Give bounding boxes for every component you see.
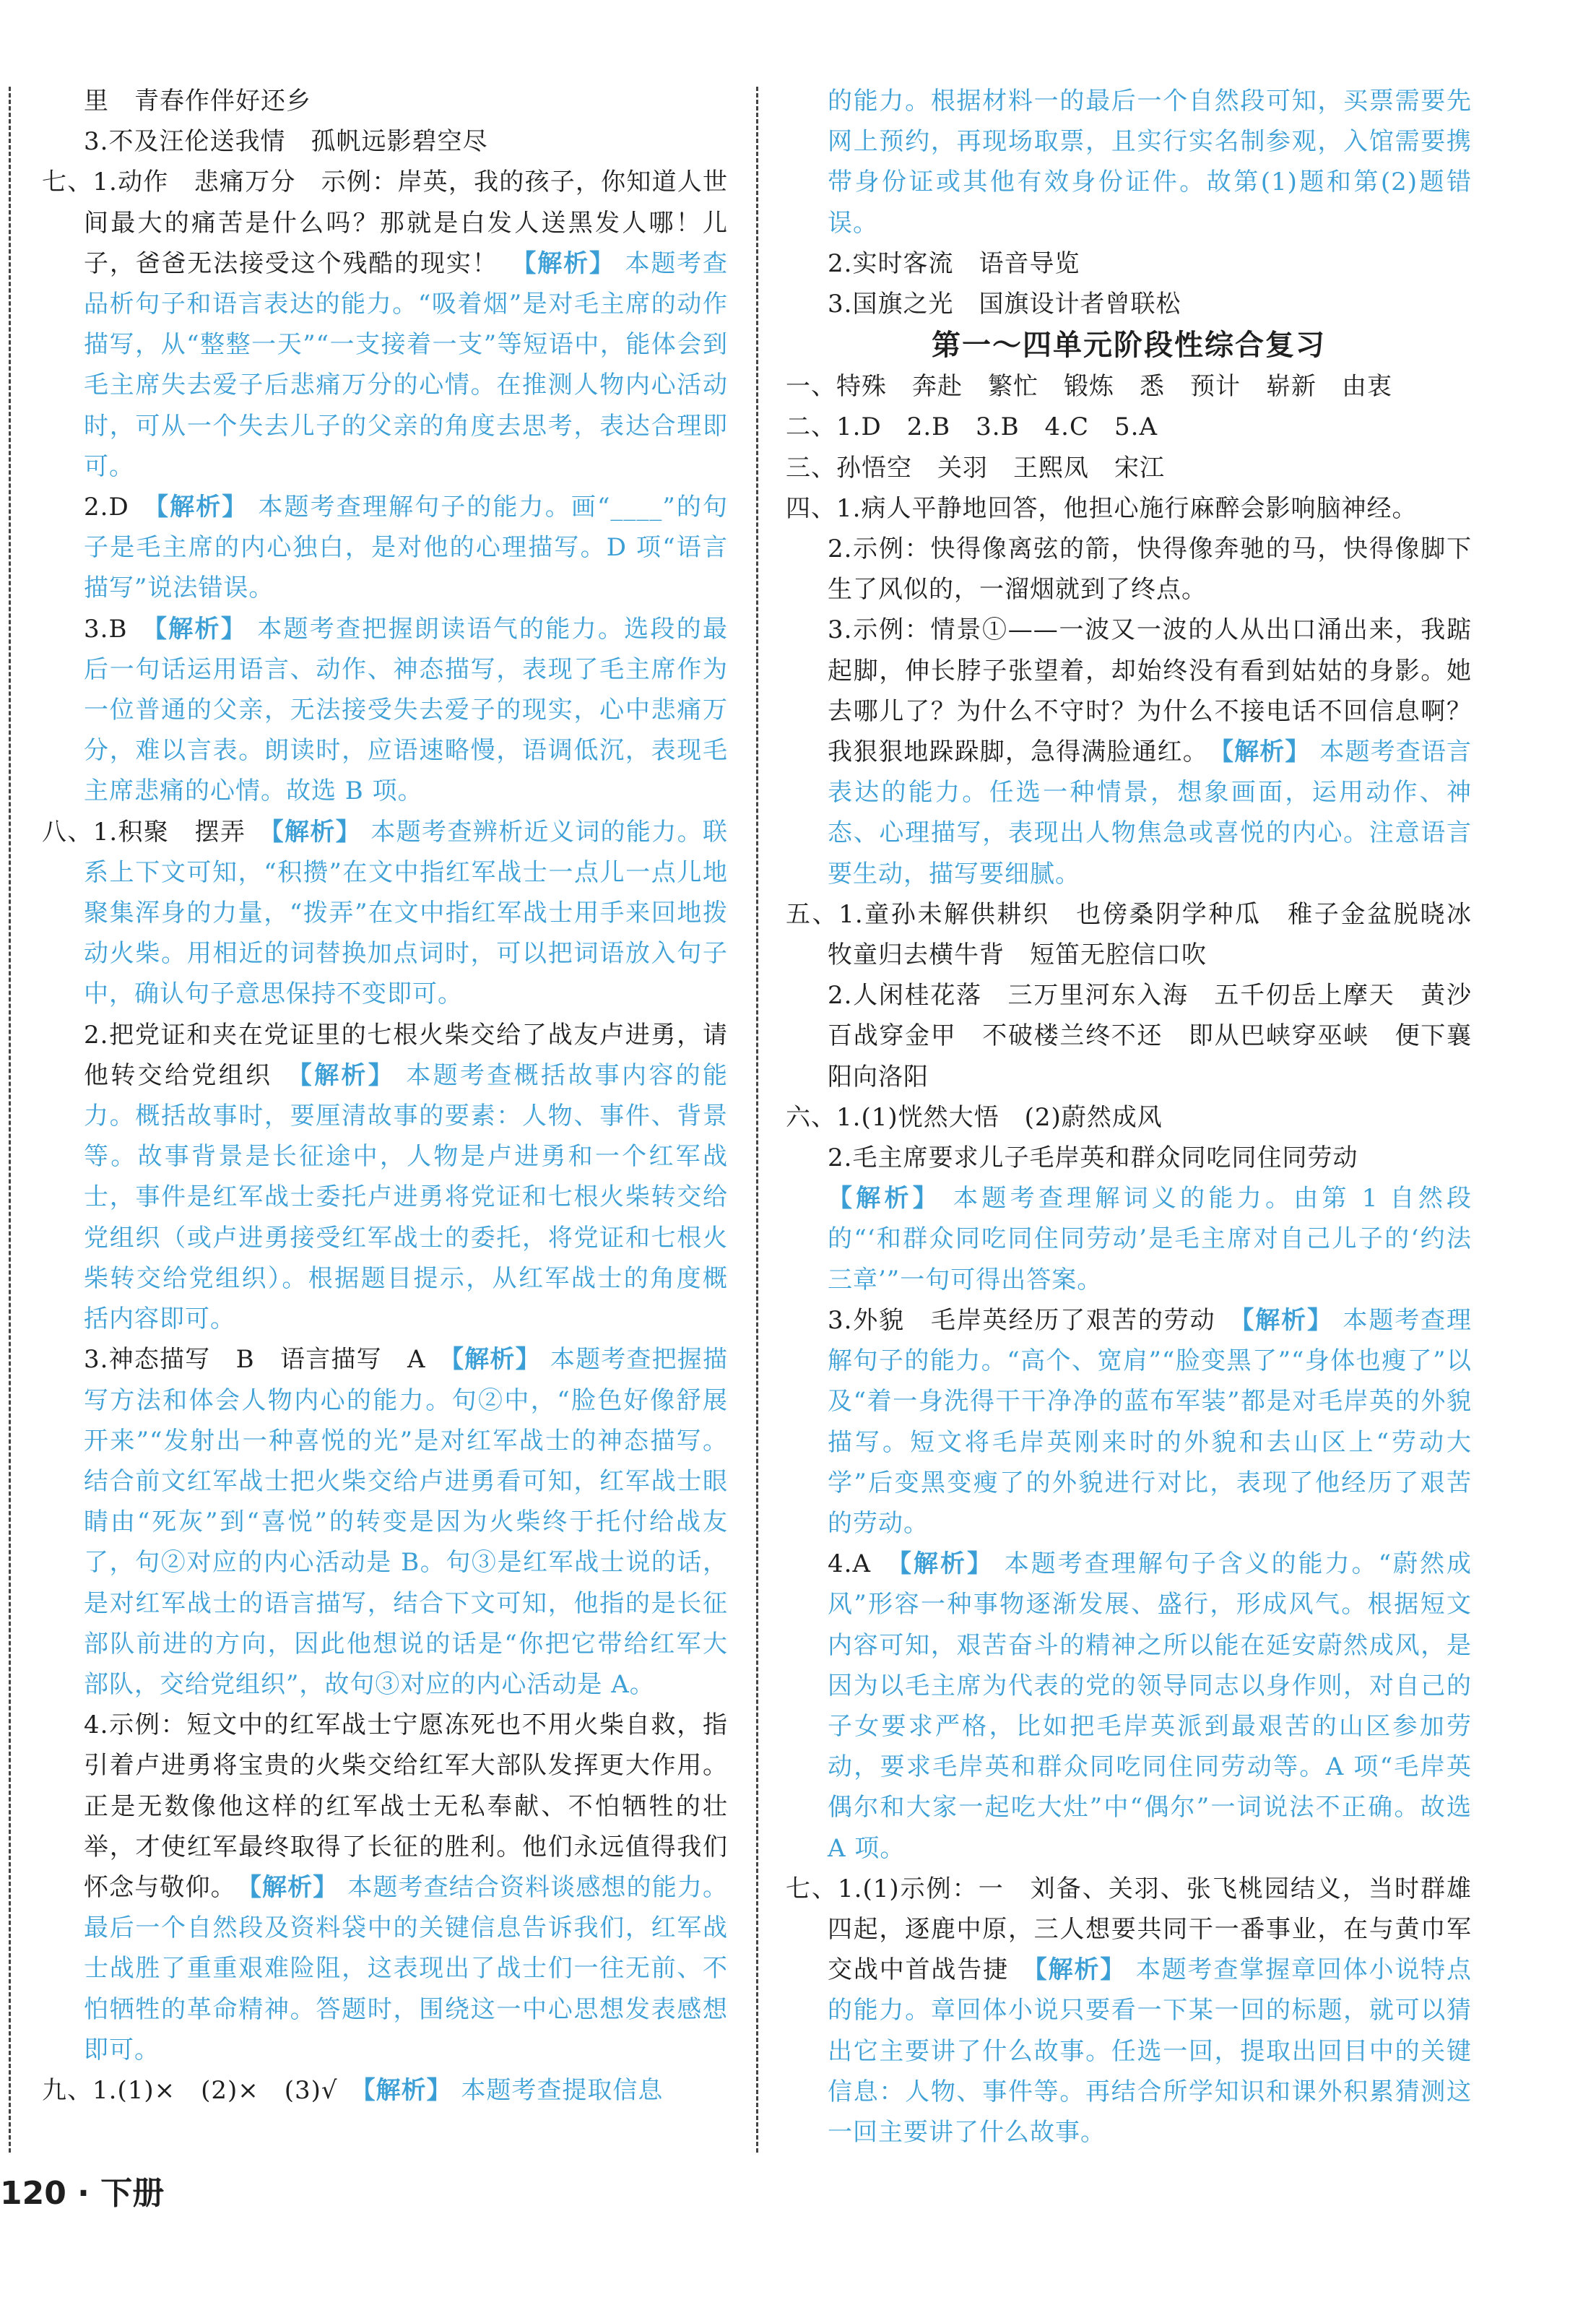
answer-paragraph [786,610,1472,894]
answer-paragraph [786,488,1472,529]
answer-paragraph [42,609,728,812]
answer-text: 九、1.(1)× (2)× (3)√ [42,2075,338,2105]
analysis-tag: 【解析】 [246,817,371,847]
answer-paragraph [786,407,1472,447]
section-title: 第一～四单元阶段性综合复习 [932,329,1326,363]
analysis-tag: 【解析】 [871,1549,1005,1579]
analysis-text: 本题考查结合资料谈感想的能力。最后一个自然段及资料袋中的关键信息告诉我们，红军战士战胜了重重艰难险阻，这表现出了战士们一往无前、不怕牺牲的革命精神。答题时，围绕这一中心思想发表感想即可。 [84,1872,729,2064]
analysis-tag: 【解析】 [272,1060,407,1090]
answer-text: 4.示例：短文中的红军战士宁愿冻死也不用火柴自救，指引着卢进勇将宝贵的火柴交给红军大部队发挥更大作用。正是无数像他这样的红军战士无私奉献、不怕牺牲的壮举，才使红军最终取得了长征的胜利。他们永远值得我们怀念与敬仰。 [84,1711,728,1902]
analysis-tag: 【解析】 [1008,1955,1136,1985]
analysis-text: 本题考查掌握章回体小说特点的能力。章回体小说只要看一下某一回的标题，就可以猜出它主要讲了什么故事。任选一回，提取出回目中的关键信息：人物、事件等。再结合所学知识和课外积累猜测这一回主要讲了什么故事。 [828,1955,1473,2147]
column-divider [756,87,758,2153]
margin-dashed-line [9,87,11,2153]
answer-paragraph [42,81,728,121]
analysis-text: 本题考查把握描写方法和体会人物内心的能力。句②中，“脸色好像舒展开来”“发射出一种喜悦的光”是对红军战士的神态描写。结合前文红军战士把火柴交给卢进勇看可知，红军战士眼睛由“死灰”到“喜悦”的转变是因为火柴终于托付给战友了，句②对应的内心活动是 B。句③是红军战士说的话，是对红军战士的语言描写，结合下文可知，他指的是长征部队前进的方向，因此他想说的话是“你把它带给红军大部队，交给党组织”，故句③对应的内心活动是 A。 [84,1345,729,1699]
answer-paragraph [786,894,1497,975]
analysis-text: 本题考查品析句子和语言表达的能力。“吸着烟”是对毛主席的动作描写，从“整整一天”“一支接着一支”等短语中，能体会到毛主席失去爱子后悲痛万分的心情。在推测人物内心活动时，可从一个失去儿子的父亲的角度去思考，表达合理即可。 [84,248,729,481]
analysis-text: 本题考查概括故事内容的能力。概括故事时，要厘清故事的要素：人物、事件、背景等。故事背景是长征途中，人物是卢进勇和一个红军战士，事件是红军战士委托卢进勇将党证和七根火柴转交给党组织（或卢进勇接受红军战士的委托，将党证和七根火柴转交给党组织）。根据题目提示，从红军战士的角度概括内容即可。 [84,1060,729,1334]
analysis-tag: 【解析】 [425,1345,550,1375]
analysis-tag: 【解析】 [828,1184,954,1214]
answer-paragraph [786,1300,1472,1544]
answer-paragraph [42,1015,728,1340]
analysis-text: 本题考查把握朗读语气的能力。选段的最后一句话运用语言、动作、神态描写，表现了毛主席作为一位普通的父亲，无法接受失去爱子的现实，心中悲痛万分，难以言表。朗读时，应语速略慢，语调低沉，表现毛主席悲痛的心情。故选 B 项。 [84,614,728,806]
answer-paragraph [42,812,728,1015]
answer-text: 3.示例：情景①——一波又一波的人从出口涌出来，我踮起脚，伸长脖子张望着，却始终没有看到姑姑的身影。她去哪儿了？为什么不守时？为什么不接电话不回信息啊？我狠狠地跺跺脚，急得满脸通红。 [828,615,1472,767]
answer-text: 2.D [84,493,129,522]
answer-paragraph [786,529,1472,610]
analysis-tag: 【解析】 [337,2075,461,2105]
analysis-tag: 【解析】 [498,248,625,278]
answer-paragraph [786,1544,1472,1869]
analysis-text: 本题考查理解词义的能力。由第 1 自然段的“‘和群众同吃同住同劳动’是毛主席对自己儿子的‘约法三章’”一句可得出答案。 [828,1184,1472,1294]
answer-paragraph [42,1339,728,1705]
answer-text: 3.外貌 毛岸英经历了艰苦的劳动 [828,1305,1216,1335]
answer-text: 三、孙悟空 关羽 王熙凤 宋江 [786,453,1165,483]
answer-paragraph [786,1178,1472,1300]
analysis-tag: 【解析】 [129,493,259,522]
answer-paragraph [786,366,1472,407]
answer-text: 2.把党证和夹在党证里的七根火柴交给了战友卢进勇，请他转交给党组织 [84,1020,728,1090]
answer-paragraph [786,975,1472,1097]
answer-paragraph [786,284,1472,324]
answer-paragraph [42,1705,728,2070]
answer-paragraph [42,487,728,609]
answer-text: 八、1.积聚 摆弄 [42,817,246,847]
answer-text: 二、1.D 2.B 3.B 4.C 5.A [786,412,1158,442]
answer-text: 3.B [84,614,128,644]
right-column [786,81,1497,2153]
analysis-text: 的能力。根据材料一的最后一个自然段可知，买票需要先网上预约，再现场取票，且实行实名制参观，入馆需要携带身份证或其他有效身份证件。故第(1)题和第(2)题错误。 [828,87,1472,238]
analysis-text: 本题考查辨析近义词的能力。联系上下文可知，“积攒”在文中指红军战士一点儿一点儿地聚集浑身的力量，“拨弄”在文中指红军战士用手来回地拨动火柴。用相近的词替换加点词时，可以把词语放入句子中，确认句子意思保持不变即可。 [84,817,728,1009]
answer-text: 四、1.病人平静地回答，他担心施行麻醉会影响脑神经。 [786,493,1418,523]
answer-text: 一、特殊 奔赴 繁忙 锻炼 悉 预计 崭新 由衷 [786,372,1392,402]
answer-paragraph [42,121,728,162]
answer-text: 2.人闲桂花落 三万里河东入海 五千仞岳上摩天 黄沙百战穿金甲 不破楼兰终不还 即从巴峡穿巫峡 便下襄阳向洛阳 [828,981,1472,1091]
answer-paragraph [786,1097,1472,1138]
answer-text: 六、1.(1)恍然大悟 (2)蔚然成风 [786,1102,1163,1132]
analysis-text: 本题考查提取信息 [461,2075,664,2105]
analysis-text: 本题考查理解句子的能力。“高个、宽肩”“脸变黑了”“身体也瘦了”以及“着一身洗得干干净净的蓝布军装”都是对毛岸英的外貌描写。短文将毛岸英刚来时的外貌和去山区上“劳动大学”后变黑变瘦了的外貌进行对比，表现了他经历了艰苦的劳动。 [828,1305,1472,1538]
analysis-text: 本题考查语言表达的能力。任选一种情景，想象画面，运用动作、神态、心理描写，表现出人物焦急或喜悦的内心。注意语言要生动，描写要细腻。 [828,738,1473,888]
answer-paragraph [786,81,1472,243]
answer-text: 2.毛主席要求儿子毛岸英和群众同吃同住同劳动 [828,1143,1358,1173]
answer-text: 2.实时客流 语音导览 [828,248,1080,278]
analysis-tag: 【解析】 [223,1872,348,1902]
answer-paragraph [42,2070,728,2111]
analysis-tag: 【解析】 [1215,1305,1343,1335]
answer-text: 4.A [828,1549,871,1579]
page-footer: 120 · 下册 [0,2175,165,2212]
answer-paragraph [786,1869,1472,2153]
answer-text: 七、1.(1)示例：一 刘备、关羽、张飞桃园结义，当时群雄四起，逐鹿中原，三人想要共同干一番事业，在与黄巾军交战中首战告捷 [786,1874,1472,1985]
answer-text: 里 青春作伴好还乡 [84,87,311,116]
analysis-tag: 【解析】 [127,614,258,644]
answer-paragraph [786,243,1472,284]
answer-text: 2.示例：快得像离弦的箭，快得像奔驰的马，快得像脚下生了风似的，一溜烟就到了终点。 [828,535,1472,605]
answer-paragraph [786,448,1472,488]
answer-text: 3.不及汪伦送我情 孤帆远影碧空尽 [84,127,488,157]
answer-text: 五、1.童孙未解供耕织 也傍桑阴学种瓜 稚子金盆脱晓冰 牧童归去横牛背 短笛无腔信口吹 [786,899,1497,970]
analysis-text: 本题考查理解句子的能力。画“____”的句子是毛主席的内心独白，是对他的心理描写。D 项“语言描写”说法错误。 [84,493,729,603]
answer-text: 七、1.动作 悲痛万分 示例：岸英，我的孩子，你知道人世间最大的痛苦是什么吗？那就是白发人送黑发人哪！儿子，爸爸无法接受这个残酷的现实！ [42,168,728,278]
answer-text: 3.国旗之光 国旗设计者曾联松 [828,290,1181,319]
answer-text: 3.神态描写 B 语言描写 A [84,1345,426,1375]
left-column [42,81,728,2111]
answer-paragraph [786,1138,1472,1178]
analysis-text: 本题考查理解句子含义的能力。“蔚然成风”形容一种事物逐渐发展、盛行，形成风气。根据短文内容可知，艰苦奋斗的精神之所以能在延安蔚然成风，是因为以毛主席为代表的党的领导同志以身作则，对自己的子女要求严格，比如把毛岸英派到最艰苦的山区参加劳动，要求毛岸英和群众同吃同住同劳动等。A 项“毛岸英偶尔和大家一起吃大灶”中“偶尔”一词说法不正确。故选 A 项。 [828,1549,1472,1863]
analysis-tag: 【解析】 [1195,738,1320,767]
answer-paragraph [42,162,728,487]
